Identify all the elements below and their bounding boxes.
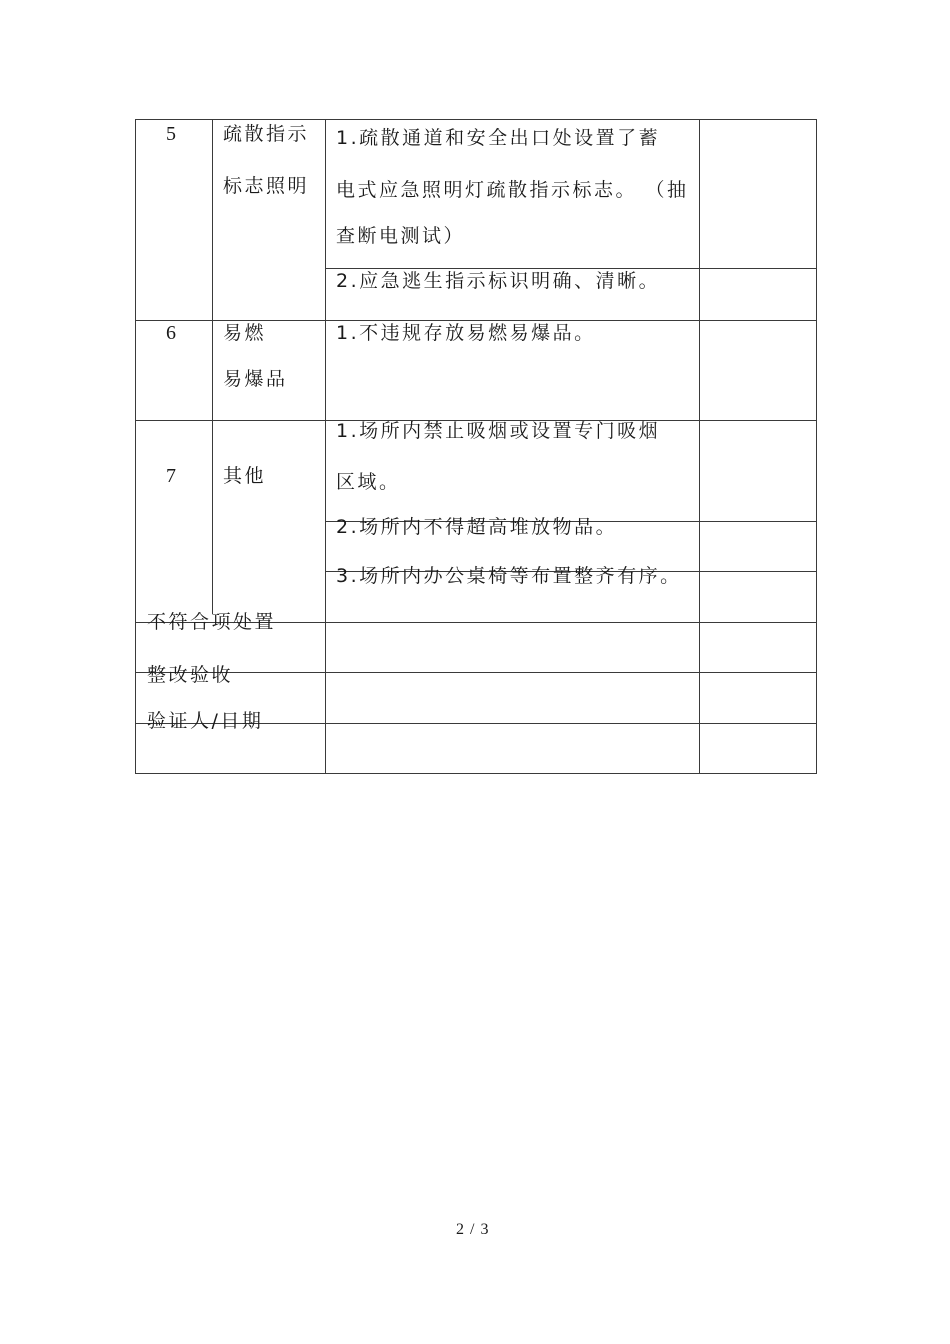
- check-content: 1.疏散通道和安全出口处设置了蓄: [336, 127, 661, 149]
- row-number: 7: [166, 465, 176, 487]
- item-name: 标志照明: [223, 175, 310, 197]
- column-divider: [212, 119, 213, 614]
- nonconformity-label: 不符合项处置: [147, 611, 277, 633]
- item-name: 其他: [223, 465, 267, 487]
- table-border-bottom: [135, 773, 817, 774]
- table-border-top: [135, 119, 817, 120]
- check-content: 2.场所内不得超高堆放物品。: [336, 516, 618, 538]
- check-content: 2.应急逃生指示标识明确、清晰。: [336, 270, 661, 292]
- item-name: 疏散指示: [223, 123, 310, 145]
- verifier-label: 验证人/日期: [147, 710, 264, 732]
- table-border-right: [816, 119, 817, 774]
- check-content: 1.场所内禁止吸烟或设置专门吸烟: [336, 420, 661, 442]
- page-number: 2 / 3: [456, 1221, 490, 1238]
- rectification-label: 整改验收: [147, 664, 234, 686]
- check-content: 1.不违规存放易燃易爆品。: [336, 322, 596, 344]
- row-number: 5: [166, 123, 176, 145]
- column-divider: [325, 119, 326, 774]
- row-number: 6: [166, 322, 176, 344]
- table-border-left: [135, 119, 136, 774]
- row-divider: [135, 672, 817, 673]
- item-name: 易燃: [223, 322, 267, 344]
- item-name: 易爆品: [223, 368, 288, 390]
- check-content: 区域。: [336, 471, 401, 493]
- check-content: 查断电测试）: [336, 225, 466, 247]
- check-content: 3.场所内办公桌椅等布置整齐有序。: [336, 565, 682, 587]
- column-divider: [699, 119, 700, 774]
- check-content: 电式应急照明灯疏散指示标志。 （抽: [336, 179, 689, 201]
